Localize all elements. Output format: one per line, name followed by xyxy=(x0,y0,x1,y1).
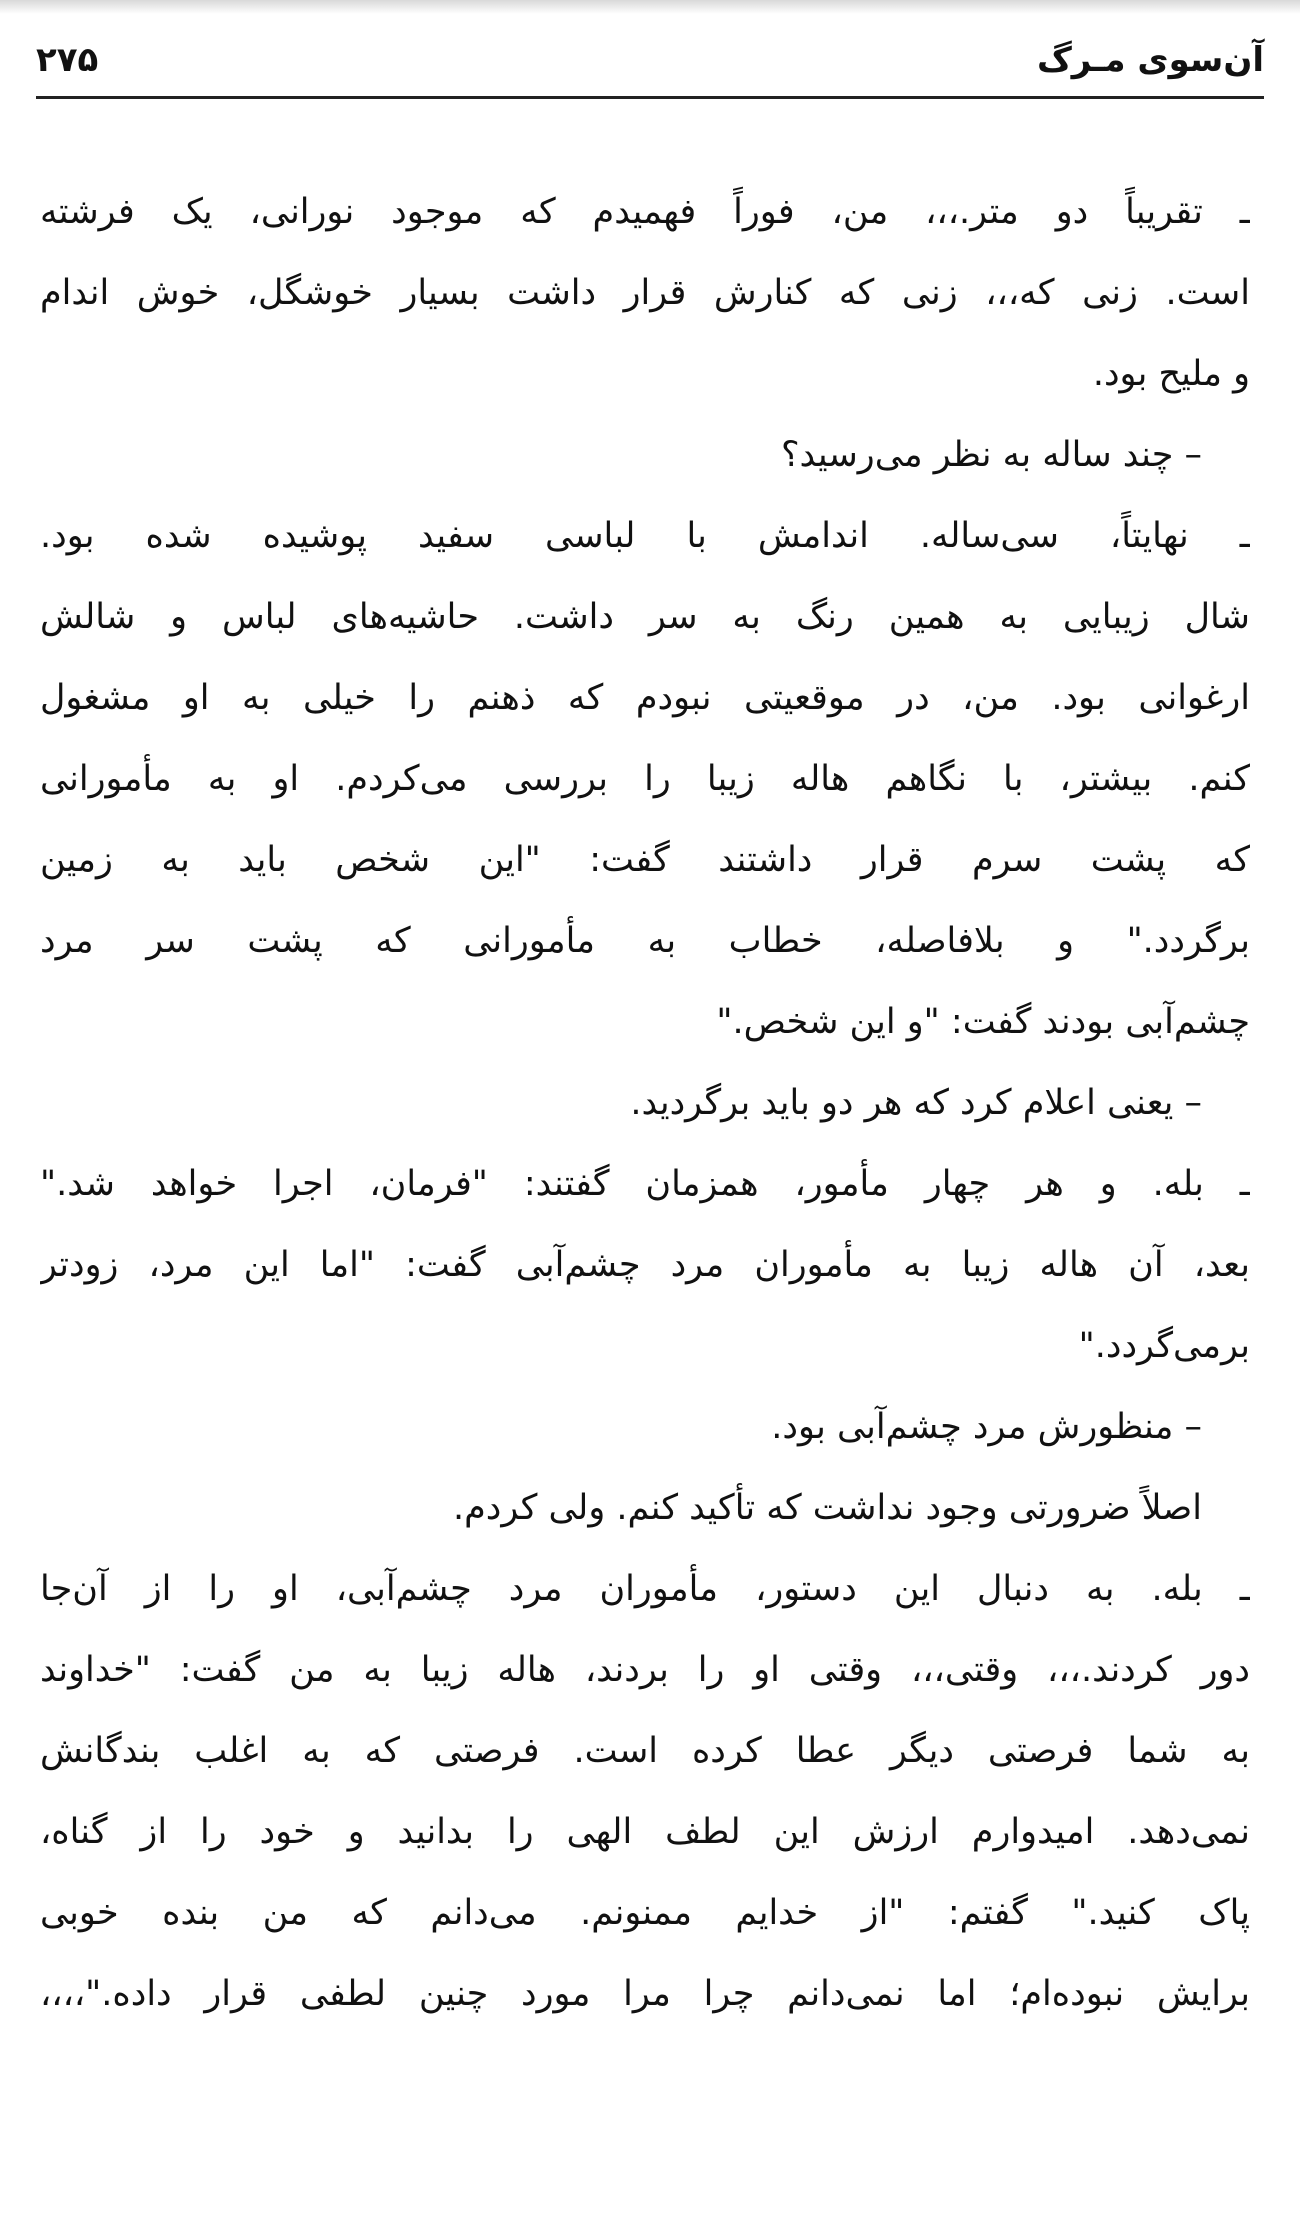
text-line: ـ تقریباً دو متر.،،، من، فوراً فهمیدم که موجود نورانی، یک فرشته xyxy=(40,192,1250,232)
text-line: – چند ساله به نظر می‌رسید؟ xyxy=(780,435,1202,475)
text-line: کنم. بیشتر، با نگاهم هاله زیبا را بررسی می‌کردم. او به مأمورانی xyxy=(40,759,1250,799)
text-line: برایش نبوده‌ام؛ اما نمی‌دانم چرا مرا مورد چنین لطفی قرار داده."،،،، xyxy=(40,1974,1250,2014)
text-line: برگردد." و بلافاصله، خطاب به مأمورانی که پشت سر مرد xyxy=(40,921,1250,961)
text-line: شال زیبایی به همین رنگ به سر داشت. حاشیه‌های لباس و شالش xyxy=(40,597,1250,637)
text-line: چشم‌آبی بودند گفت: "و این شخص." xyxy=(716,1002,1250,1042)
text-line: – منظورش مرد چشم‌آبی بود. xyxy=(771,1407,1202,1447)
page-body xyxy=(40,172,1250,2035)
text-line: است. زنی که،،، زنی که کنارش قرار داشت بسیار خوشگل، خوش اندام xyxy=(40,273,1250,313)
text-line: به شما فرصتی دیگر عطا کرده است. فرصتی که به اغلب بندگانش xyxy=(40,1731,1250,1771)
page-number: ۲۷۵ xyxy=(36,40,99,80)
book-title: آن‌سوی مـرگ xyxy=(1036,40,1264,80)
text-line: نمی‌دهد. امیدوارم ارزش این لطف الهی را بدانید و خود را از گناه، xyxy=(40,1812,1250,1852)
text-line: که پشت سرم قرار داشتند گفت: "این شخص باید به زمین xyxy=(40,840,1250,880)
text-line: – یعنی اعلام کرد که هر دو باید برگردید. xyxy=(630,1083,1202,1123)
text-line: ارغوانی بود. من، در موقعیتی نبودم که ذهنم را خیلی به او مشغول xyxy=(40,678,1250,718)
top-edge-shadow xyxy=(0,0,1300,14)
text-line: ـ نهایتاً، سی‌ساله. اندامش با لباسی سفید پوشیده شده بود. xyxy=(40,516,1250,556)
text-line: ـ بله. و هر چهار مأمور، همزمان گفتند: "فرمان، اجرا خواهد شد." xyxy=(40,1164,1250,1204)
text-line: دور کردند.،،، وقتی،،، وقتی او را بردند، هاله زیبا به من گفت: "خداوند xyxy=(40,1650,1250,1690)
page-header xyxy=(36,30,1264,99)
text-line: بعد، آن هاله زیبا به مأموران مرد چشم‌آبی گفت: "اما این مرد، زودتر xyxy=(40,1245,1250,1285)
text-line: و ملیح بود. xyxy=(1092,354,1250,394)
text-line: پاک کنید." گفتم: "از خدایم ممنونم. می‌دانم که من بنده خوبی xyxy=(40,1893,1250,1933)
text-line: برمی‌گردد." xyxy=(1078,1326,1250,1366)
text-line: اصلاً ضرورتی وجود نداشت که تأکید کنم. ولی کردم. xyxy=(453,1488,1202,1528)
text-line: ـ بله. به دنبال این دستور، مأموران مرد چشم‌آبی، او را از آن‌جا xyxy=(40,1569,1250,1609)
